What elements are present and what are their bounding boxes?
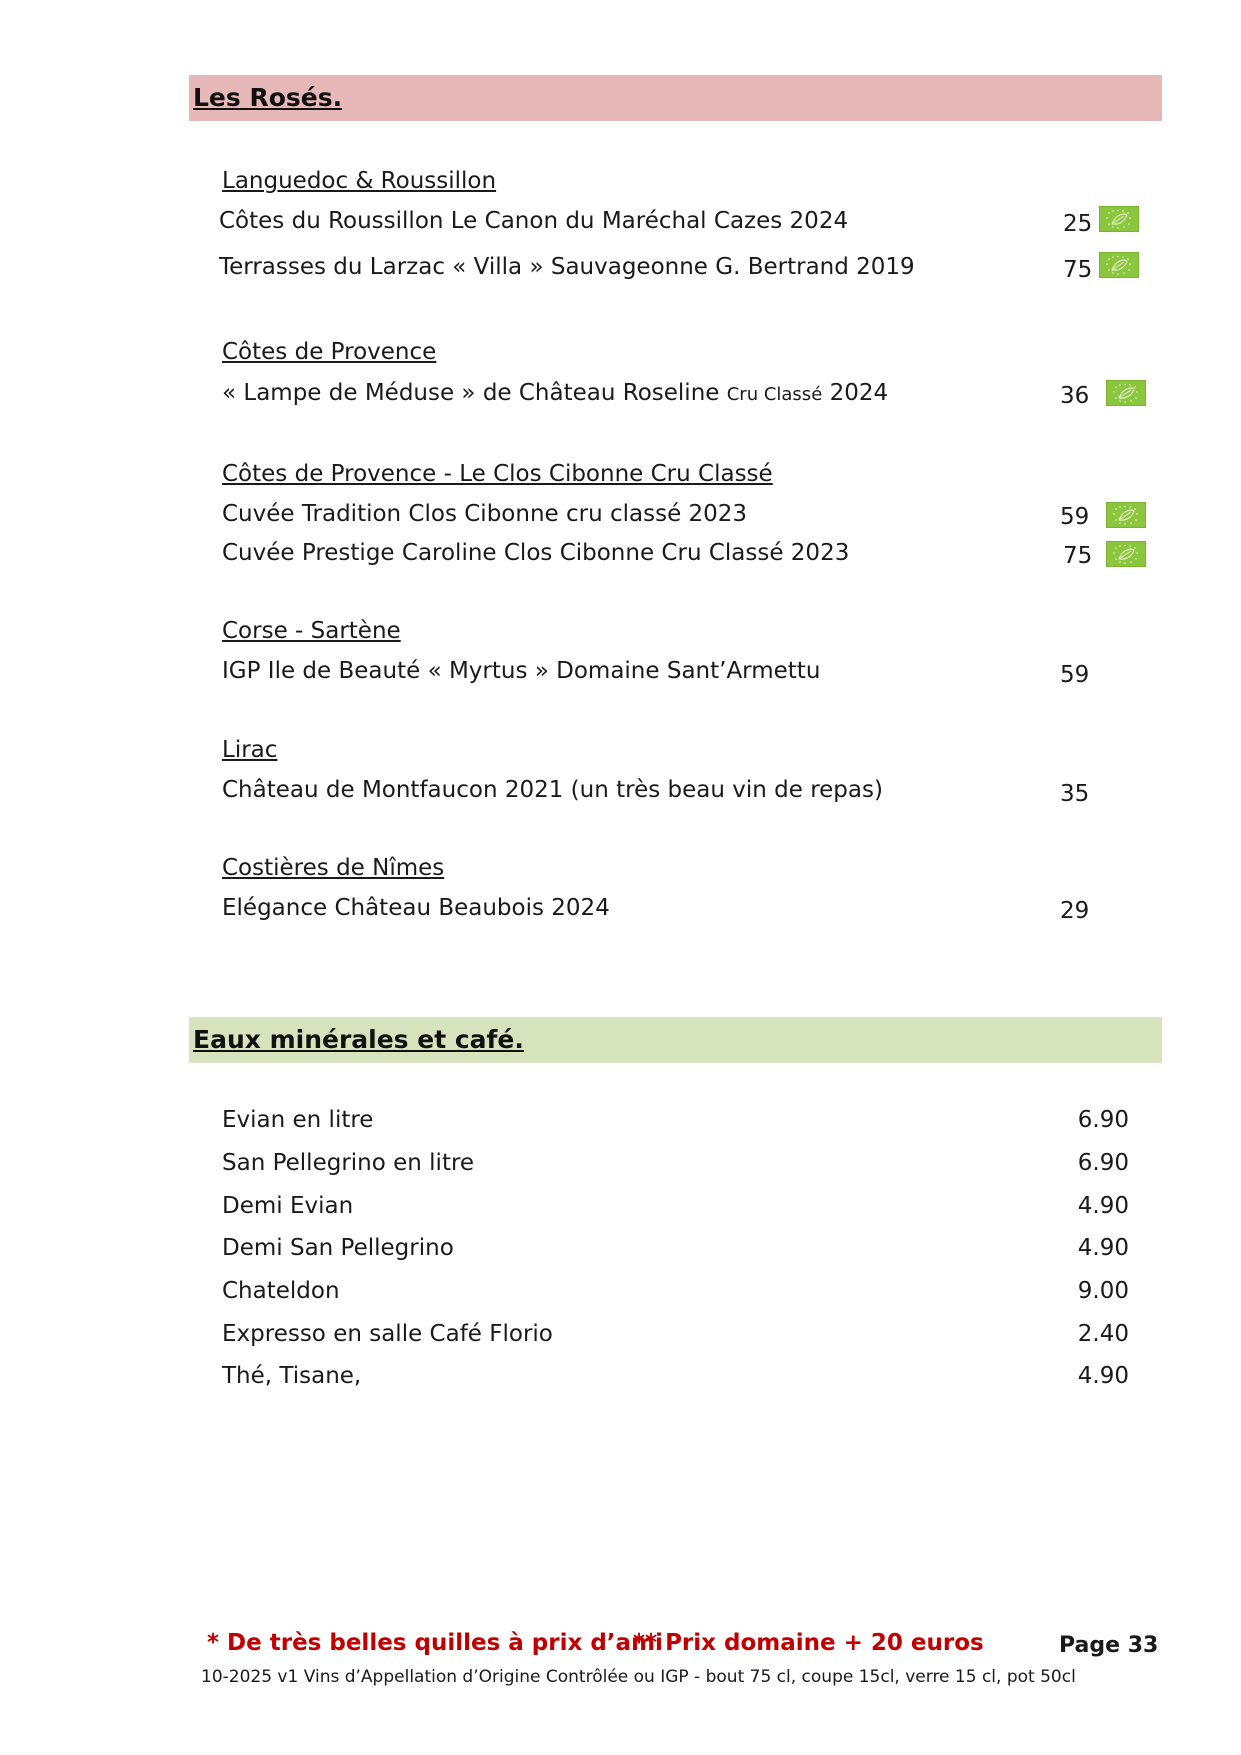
water-item: Demi San Pellegrino [222,1235,454,1261]
wine-name: Cuvée Prestige Caroline Clos Cibonne Cru Classé 2023 [222,540,850,566]
region-corse-sartene: Corse - Sartène [222,618,401,644]
wine-name: Terrasses du Larzac « Villa » Sauvageonne G. Bertrand 2019 [219,254,915,280]
region-cotes-de-provence: Côtes de Provence [222,339,437,365]
footer-legal-note: 10-2025 v1 Vins d’Appellation d’Origine Contrôlée ou IGP - bout 75 cl, coupe 15cl, verre 15 cl, pot 50cl [201,1667,1076,1687]
page-number: Page 33 [1059,1633,1159,1658]
wine-price: 75 [1063,257,1093,283]
wine-price: 59 [1060,504,1090,530]
water-item: Thé, Tisane, [222,1363,362,1389]
water-item: Evian en litre [222,1107,374,1133]
waters-heading: Eaux minérales et café. [189,1017,1162,1063]
water-item: San Pellegrino en litre [222,1150,475,1176]
bio-leaf-icon [1106,502,1146,528]
wine-name: Cuvée Tradition Clos Cibonne cru classé 2023 [222,501,748,527]
wine-price: 35 [1060,781,1090,807]
wine-name: Elégance Château Beaubois 2024 [222,895,610,921]
footer-note-friend-price: * De très belles quilles à prix d’ami [207,1630,663,1656]
wine-price: 25 [1063,211,1093,237]
wine-price: 59 [1060,662,1090,688]
water-item: Chateldon [222,1278,340,1304]
wine-name: IGP Ile de Beauté « Myrtus » Domaine Sant’Armettu [222,658,821,684]
region-lirac: Lirac [222,737,278,763]
water-price: 4.90 [1077,1235,1129,1261]
water-price: 4.90 [1077,1363,1129,1389]
wine-name: Château de Montfaucon 2021 (un très beau vin de repas) [222,777,883,803]
region-costieres-de-nimes: Costières de Nîmes [222,855,445,881]
wine-price: 29 [1060,898,1090,924]
wine-name: Côtes du Roussillon Le Canon du Maréchal Cazes 2024 [219,208,849,234]
bio-leaf-icon [1106,541,1146,567]
roses-heading: Les Rosés. [189,75,1162,121]
water-item: Demi Evian [222,1193,354,1219]
water-price: 2.40 [1077,1321,1129,1347]
bio-leaf-icon [1106,380,1146,406]
wine-price: 36 [1060,383,1090,409]
wine-name: « Lampe de Méduse » de Château Roseline Cru Classé 2024 [222,380,889,406]
region-languedoc: Languedoc & Roussillon [222,168,497,194]
footer-note-domain-price: ** Prix domaine + 20 euros [633,1630,984,1656]
water-item: Expresso en salle Café Florio [222,1321,553,1347]
water-price: 4.90 [1077,1193,1129,1219]
water-price: 9.00 [1077,1278,1129,1304]
water-price: 6.90 [1077,1107,1129,1133]
region-clos-cibonne: Côtes de Provence - Le Clos Cibonne Cru Classé [222,461,773,487]
bio-leaf-icon [1099,206,1139,232]
bio-leaf-icon [1099,252,1139,278]
water-price: 6.90 [1077,1150,1129,1176]
wine-price: 75 [1063,543,1093,569]
